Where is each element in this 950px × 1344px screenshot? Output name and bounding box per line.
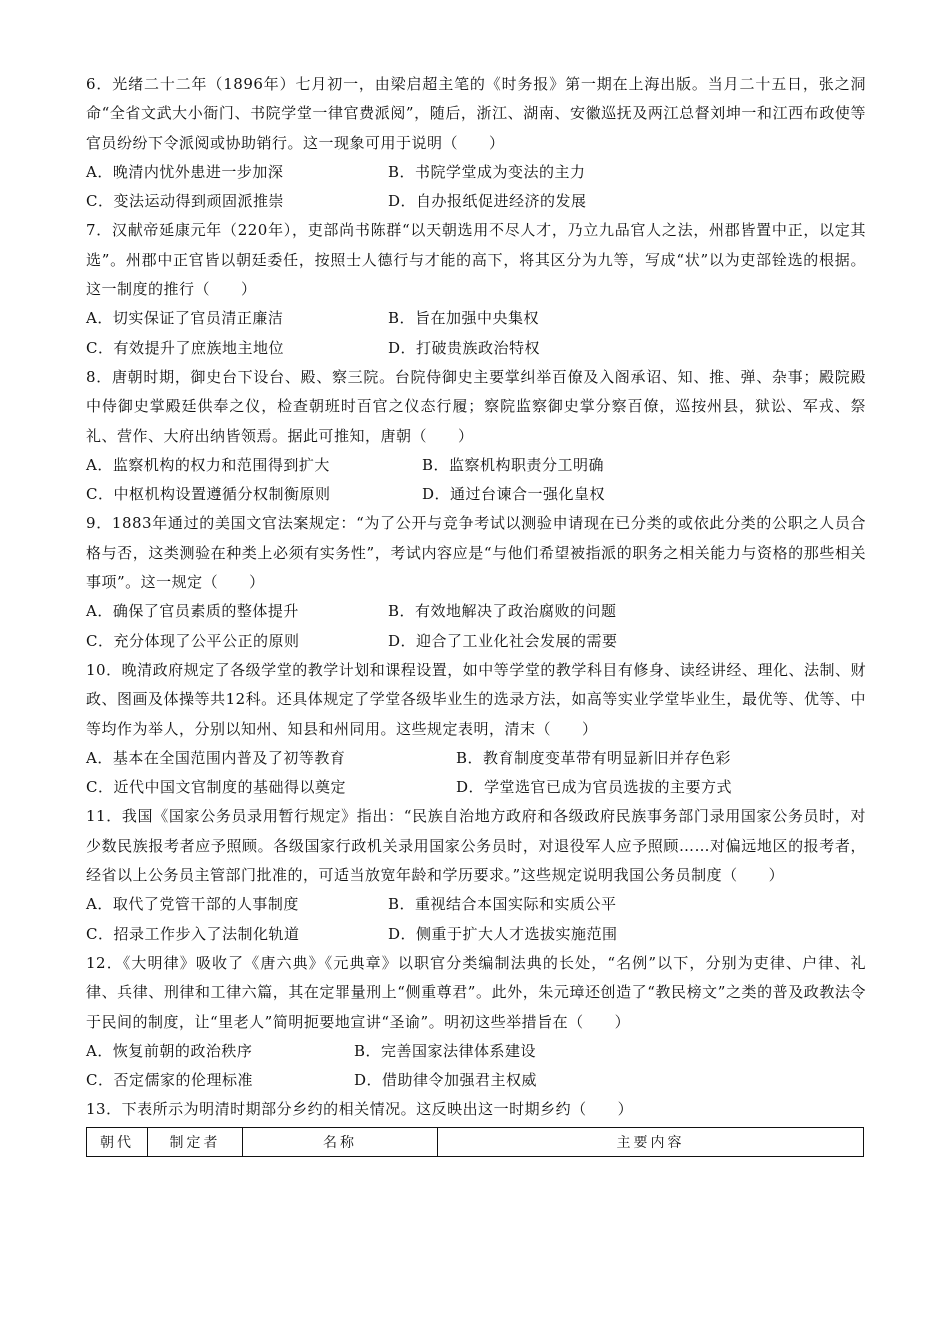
option-c[interactable]: C．充分体现了公平公正的原则 [86, 631, 300, 650]
table-header-cell: 制定者 [148, 1127, 243, 1156]
question-stem: 7．汉献帝延康元年（220年），吏部尚书陈群“以天朝选用不尽人才，乃立九品官人之法，州郡皆置中正，以定其选”。州郡中正官皆以朝廷委任，按照士人德行与才能的高下，将其区分为九等，写成“状”以为吏部铨选的根据。这一制度的推行（ ） [86, 221, 866, 299]
options [86, 451, 866, 510]
option-c[interactable]: C．招录工作步入了法制化轨道 [86, 924, 300, 943]
option-b[interactable]: B．监察机构职责分工明确 [422, 455, 605, 474]
option-a[interactable]: A．确保了官员素质的整体提升 [86, 602, 299, 621]
question-stem: 9．1883年通过的美国文官法案规定：“为了公开与竞争考试以测验申请现在已分类的或依此分类的公职之人员合格与否，这类测验在种类上必须有实务性”，考试内容应是“与他们希望被指派的职务之相关能力与资格的那些相关事项”。这一规定（ ） [86, 514, 866, 592]
option-a[interactable]: A．基本在全国范围内普及了初等教育 [86, 748, 346, 767]
question-8 [86, 363, 866, 509]
option-b[interactable]: B．有效地解决了政治腐败的问题 [388, 602, 617, 621]
options [86, 1037, 866, 1096]
option-c[interactable]: C．近代中国文官制度的基础得以奠定 [86, 778, 346, 797]
options [86, 158, 866, 217]
question-stem: 6．光绪二十二年（1896年）七月初一，由梁启超主笔的《时务报》第一期在上海出版。当月二十五日，张之洞命“全省文武大小衙门、书院学堂一律官费派阅”，随后，浙江、湖南、安徽巡抚及两江总督刘坤一和江西布政使等官员纷纷下令派阅或协助销行。这一现象可用于说明（ ） [86, 75, 866, 152]
question-10 [86, 656, 866, 802]
question-stem: 12．《大明律》吸收了《唐六典》《元典章》以职官分类编制法典的长处，“名例”以下，分别为吏律、户律、礼律、兵律、刑律和工律六篇，其在定罪量刑上“侧重尊君”。此外，朱元璋还创造了“教民榜文”之类的普及政教法令于民间的制度，让“里老人”简明扼要地宣讲“圣谕”。明初这些举措旨在（ ） [86, 953, 866, 1031]
question-12 [86, 949, 866, 1095]
option-b[interactable]: B．书院学堂成为变法的主力 [388, 162, 586, 181]
option-d[interactable]: D．通过台谏合一强化皇权 [422, 485, 606, 504]
question-11 [86, 802, 866, 948]
rural-covenant-table [86, 1127, 864, 1157]
option-b[interactable]: B．重视结合本国实际和实质公平 [388, 895, 617, 914]
option-b[interactable]: B．旨在加强中央集权 [388, 309, 540, 328]
option-a[interactable]: A．切实保证了官员清正廉洁 [86, 309, 284, 328]
options [86, 304, 866, 363]
option-c[interactable]: C．中枢机构设置遵循分权制衡原则 [86, 485, 331, 504]
table-header-row [87, 1127, 864, 1156]
option-b[interactable]: B．教育制度变革带有明显新旧并存色彩 [456, 748, 732, 767]
option-d[interactable]: D．借助律令加强君主权威 [354, 1071, 538, 1090]
table-header-cell: 名称 [243, 1127, 438, 1156]
option-a[interactable]: A．监察机构的权力和范围得到扩大 [86, 455, 330, 474]
option-c[interactable]: C．否定儒家的伦理标准 [86, 1071, 253, 1090]
options [86, 744, 866, 803]
option-a[interactable]: A．取代了党管干部的人事制度 [86, 895, 299, 914]
option-d[interactable]: D．迎合了工业化社会发展的需要 [388, 631, 618, 650]
question-stem: 10．晚清政府规定了各级学堂的教学计划和课程设置，如中等学堂的教学科目有修身、读经讲经、理化、法制、财政、图画及体操等共12科。还具体规定了学堂各级毕业生的选录方法，如高等实业学堂毕业生，最优等、优等、中等均作为举人，分别以知州、知县和州同用。这些规定表明，清末（ ） [86, 660, 866, 738]
option-d[interactable]: D．学堂选官已成为官员选拔的主要方式 [456, 778, 733, 797]
option-d[interactable]: D．打破贵族政治特权 [388, 338, 541, 357]
exam-page [86, 70, 866, 1157]
option-c[interactable]: C．变法运动得到顽固派推崇 [86, 192, 284, 211]
option-d[interactable]: D．侧重于扩大人才选拔实施范围 [388, 924, 618, 943]
option-d[interactable]: D．自办报纸促进经济的发展 [388, 192, 587, 211]
table-header-cell: 朝代 [87, 1127, 148, 1156]
option-c[interactable]: C．有效提升了庶族地主地位 [86, 338, 284, 357]
question-stem: 8．唐朝时期，御史台下设台、殿、察三院。台院侍御史主要掌纠举百僚及入阁承诏、知、推、弹、杂事；殿院殿中侍御史掌殿廷供奉之仪，检查朝班时百官之仪态行履；察院监察御史掌分察百僚，巡按州县，狱讼、军戎、祭礼、营作、大府出纳皆领焉。据此可推知，唐朝（ ） [86, 367, 866, 445]
options [86, 597, 866, 656]
option-a[interactable]: A．恢复前朝的政治秩序 [86, 1041, 253, 1060]
option-a[interactable]: A．晚清内忧外患进一步加深 [86, 162, 284, 181]
table-header-cell: 主要内容 [438, 1127, 864, 1156]
question-stem: 11．我国《国家公务员录用暂行规定》指出：“民族自治地方政府和各级政府民族事务部门录用国家公务员时，对少数民族报考者应予照顾。各级国家行政机关录用国家公务员时，对退役军人应予照顾……对偏远地区的报考者，经省以上公务员主管部门批准的，可适当放宽年龄和学历要求。”这些规定说明我国公务员制度（ ） [86, 807, 866, 885]
question-9 [86, 509, 866, 655]
question-7 [86, 216, 866, 362]
question-13 [86, 1095, 866, 1124]
options [86, 890, 866, 949]
question-6 [86, 70, 866, 216]
question-stem: 13．下表所示为明清时期部分乡约的相关情况。这反映出这一时期乡约（ ） [86, 1100, 634, 1119]
option-b[interactable]: B．完善国家法律体系建设 [354, 1041, 537, 1060]
